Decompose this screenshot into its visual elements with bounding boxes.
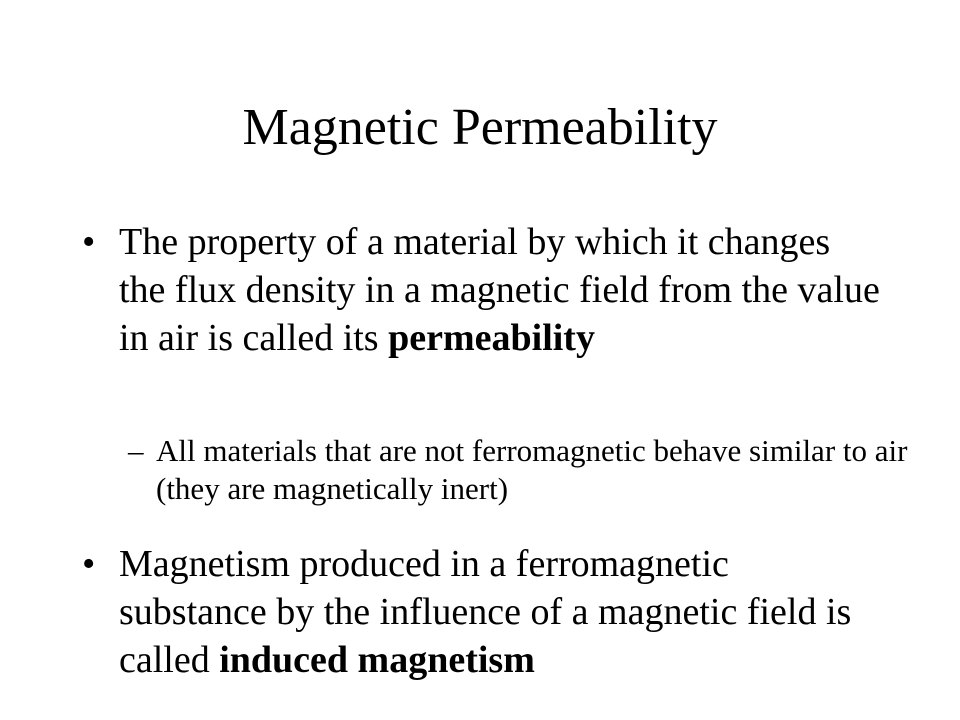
- subbullet-item-nonferromagnetic: [128, 432, 908, 508]
- bullet-bold-term: permeability: [388, 317, 595, 359]
- bullet-text-body: Magnetism produced in a ferromagnetic substance by the influence of a magnetic field is called: [119, 543, 852, 681]
- bullet-item-induced-magnetism: [82, 540, 882, 684]
- subbullet-marker: –: [128, 433, 144, 468]
- subbullet-text: All materials that are not ferromagnetic behave similar to air (they are magnetically inert): [156, 433, 908, 506]
- bullet-text: [119, 218, 882, 362]
- slide-title: Magnetic Permeability: [242, 99, 718, 156]
- bullet-item-permeability: [82, 218, 882, 362]
- bullet-marker: •: [82, 221, 96, 263]
- bullet-text-body: The property of a material by which it changes the flux density in a magnetic field from the value in air is called its: [119, 221, 880, 359]
- bullet-bold-term: induced magnetism: [219, 639, 535, 681]
- bullet-marker: •: [82, 543, 96, 585]
- bullet-text: [119, 540, 882, 684]
